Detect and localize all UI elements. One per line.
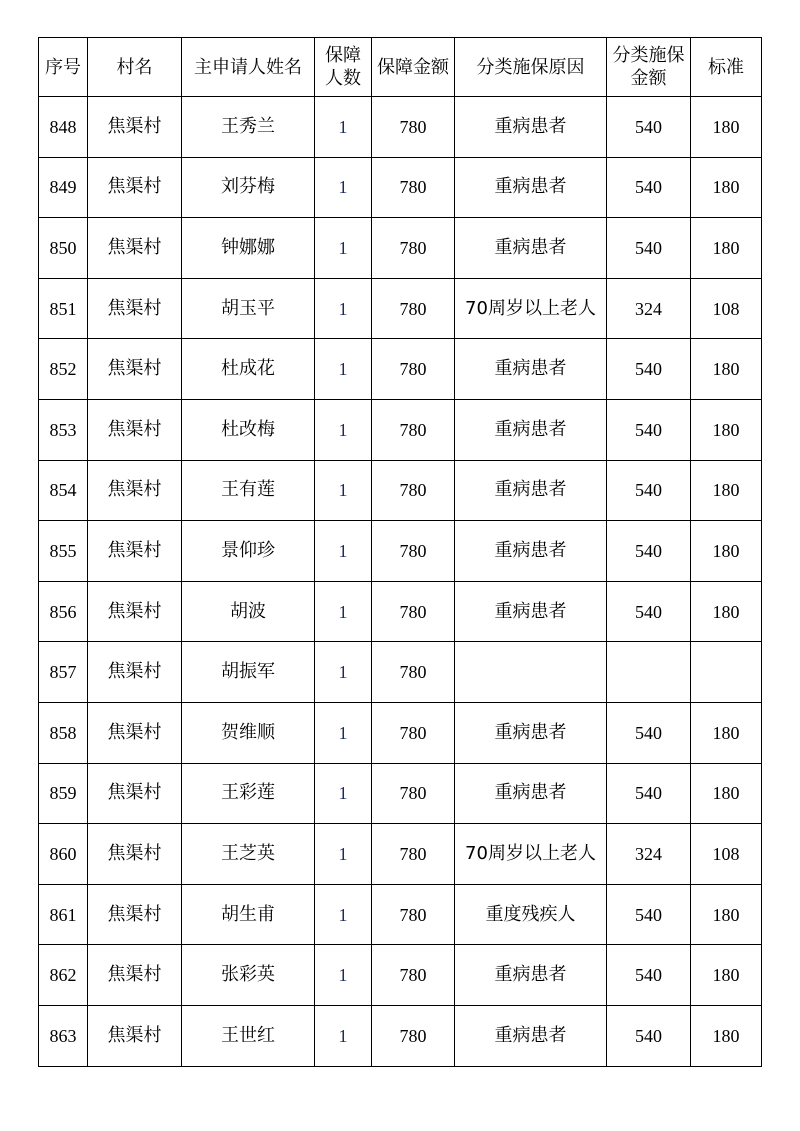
cell-insured-amount: 780 bbox=[372, 218, 455, 279]
table-row bbox=[39, 399, 762, 460]
cell-standard: 180 bbox=[691, 945, 762, 1006]
cell-insured-count: 1 bbox=[315, 642, 372, 703]
cell-class-amount: 324 bbox=[607, 824, 691, 885]
table-row bbox=[39, 884, 762, 945]
cell-applicant-name: 景仰珍 bbox=[182, 521, 315, 582]
cell-seq: 852 bbox=[39, 339, 88, 400]
table-row bbox=[39, 460, 762, 521]
table-row bbox=[39, 97, 762, 158]
cell-insured-count: 1 bbox=[315, 218, 372, 279]
header-standard: 标准 bbox=[691, 38, 762, 97]
cell-class-amount: 540 bbox=[607, 702, 691, 763]
cell-standard: 108 bbox=[691, 824, 762, 885]
cell-applicant-name: 杜成花 bbox=[182, 339, 315, 400]
cell-village: 焦渠村 bbox=[88, 581, 182, 642]
cell-seq: 850 bbox=[39, 218, 88, 279]
cell-village: 焦渠村 bbox=[88, 1005, 182, 1066]
cell-standard: 180 bbox=[691, 157, 762, 218]
cell-insured-amount: 780 bbox=[372, 339, 455, 400]
cell-class-amount: 540 bbox=[607, 339, 691, 400]
cell-class-reason: 重病患者 bbox=[455, 763, 607, 824]
table-row bbox=[39, 521, 762, 582]
cell-insured-count: 1 bbox=[315, 399, 372, 460]
cell-class-reason: 重度残疾人 bbox=[455, 884, 607, 945]
cell-class-amount: 540 bbox=[607, 97, 691, 158]
cell-class-reason: 重病患者 bbox=[455, 702, 607, 763]
cell-insured-count: 1 bbox=[315, 763, 372, 824]
cell-insured-count: 1 bbox=[315, 824, 372, 885]
cell-village: 焦渠村 bbox=[88, 399, 182, 460]
header-insured-amount: 保障金额 bbox=[372, 38, 455, 97]
table-row bbox=[39, 642, 762, 703]
cell-insured-amount: 780 bbox=[372, 399, 455, 460]
cell-applicant-name: 王世红 bbox=[182, 1005, 315, 1066]
cell-class-amount: 540 bbox=[607, 763, 691, 824]
cell-class-reason: 重病患者 bbox=[455, 97, 607, 158]
header-row bbox=[39, 38, 762, 97]
cell-applicant-name: 刘芬梅 bbox=[182, 157, 315, 218]
cell-seq: 858 bbox=[39, 702, 88, 763]
cell-class-reason: 重病患者 bbox=[455, 1005, 607, 1066]
cell-village: 焦渠村 bbox=[88, 824, 182, 885]
table-row bbox=[39, 581, 762, 642]
cell-class-reason: 重病患者 bbox=[455, 399, 607, 460]
cell-class-amount: 540 bbox=[607, 945, 691, 1006]
cell-insured-amount: 780 bbox=[372, 521, 455, 582]
header-village: 村名 bbox=[88, 38, 182, 97]
table-row bbox=[39, 278, 762, 339]
cell-insured-amount: 780 bbox=[372, 460, 455, 521]
cell-standard: 180 bbox=[691, 218, 762, 279]
cell-applicant-name: 胡振军 bbox=[182, 642, 315, 703]
header-applicant-name: 主申请人姓名 bbox=[182, 38, 315, 97]
table-row bbox=[39, 824, 762, 885]
cell-standard: 180 bbox=[691, 763, 762, 824]
cell-seq: 857 bbox=[39, 642, 88, 703]
cell-class-reason: 重病患者 bbox=[455, 945, 607, 1006]
cell-village: 焦渠村 bbox=[88, 884, 182, 945]
cell-standard: 180 bbox=[691, 884, 762, 945]
cell-village: 焦渠村 bbox=[88, 460, 182, 521]
cell-insured-count: 1 bbox=[315, 157, 372, 218]
cell-insured-amount: 780 bbox=[372, 884, 455, 945]
subsidy-roster-table bbox=[38, 37, 762, 1067]
cell-village: 焦渠村 bbox=[88, 763, 182, 824]
cell-seq: 863 bbox=[39, 1005, 88, 1066]
cell-class-amount: 540 bbox=[607, 218, 691, 279]
cell-insured-amount: 780 bbox=[372, 581, 455, 642]
cell-insured-count: 1 bbox=[315, 278, 372, 339]
cell-seq: 854 bbox=[39, 460, 88, 521]
cell-insured-count: 1 bbox=[315, 97, 372, 158]
cell-village: 焦渠村 bbox=[88, 157, 182, 218]
cell-standard: 180 bbox=[691, 339, 762, 400]
table-row bbox=[39, 339, 762, 400]
cell-class-amount: 540 bbox=[607, 157, 691, 218]
header-class-amount: 分类施保金额 bbox=[607, 38, 691, 97]
cell-insured-count: 1 bbox=[315, 945, 372, 1006]
cell-class-amount: 540 bbox=[607, 884, 691, 945]
header-seq: 序号 bbox=[39, 38, 88, 97]
cell-class-reason: 重病患者 bbox=[455, 460, 607, 521]
cell-seq: 851 bbox=[39, 278, 88, 339]
cell-insured-amount: 780 bbox=[372, 1005, 455, 1066]
cell-insured-amount: 780 bbox=[372, 642, 455, 703]
cell-standard: 180 bbox=[691, 1005, 762, 1066]
cell-standard: 180 bbox=[691, 460, 762, 521]
cell-class-reason bbox=[455, 642, 607, 703]
cell-village: 焦渠村 bbox=[88, 339, 182, 400]
cell-standard: 108 bbox=[691, 278, 762, 339]
cell-village: 焦渠村 bbox=[88, 642, 182, 703]
header-insured-count: 保障人数 bbox=[315, 38, 372, 97]
cell-insured-count: 1 bbox=[315, 581, 372, 642]
cell-village: 焦渠村 bbox=[88, 97, 182, 158]
cell-insured-count: 1 bbox=[315, 521, 372, 582]
cell-village: 焦渠村 bbox=[88, 521, 182, 582]
cell-village: 焦渠村 bbox=[88, 945, 182, 1006]
cell-class-reason: 70周岁以上老人 bbox=[455, 278, 607, 339]
cell-insured-amount: 780 bbox=[372, 763, 455, 824]
cell-seq: 859 bbox=[39, 763, 88, 824]
cell-standard bbox=[691, 642, 762, 703]
table-row bbox=[39, 945, 762, 1006]
cell-insured-count: 1 bbox=[315, 702, 372, 763]
cell-class-reason: 重病患者 bbox=[455, 521, 607, 582]
cell-applicant-name: 胡生甫 bbox=[182, 884, 315, 945]
cell-class-amount: 540 bbox=[607, 1005, 691, 1066]
cell-insured-amount: 780 bbox=[372, 157, 455, 218]
cell-insured-count: 1 bbox=[315, 460, 372, 521]
cell-seq: 856 bbox=[39, 581, 88, 642]
table-row bbox=[39, 702, 762, 763]
cell-class-reason: 重病患者 bbox=[455, 218, 607, 279]
cell-village: 焦渠村 bbox=[88, 218, 182, 279]
cell-seq: 862 bbox=[39, 945, 88, 1006]
table-row bbox=[39, 1005, 762, 1066]
cell-class-amount: 540 bbox=[607, 521, 691, 582]
cell-class-reason: 70周岁以上老人 bbox=[455, 824, 607, 885]
cell-applicant-name: 王有莲 bbox=[182, 460, 315, 521]
cell-standard: 180 bbox=[691, 399, 762, 460]
cell-applicant-name: 贺维顺 bbox=[182, 702, 315, 763]
cell-insured-count: 1 bbox=[315, 339, 372, 400]
cell-applicant-name: 胡波 bbox=[182, 581, 315, 642]
cell-seq: 849 bbox=[39, 157, 88, 218]
cell-applicant-name: 王秀兰 bbox=[182, 97, 315, 158]
cell-applicant-name: 张彩英 bbox=[182, 945, 315, 1006]
cell-standard: 180 bbox=[691, 702, 762, 763]
cell-insured-count: 1 bbox=[315, 884, 372, 945]
cell-standard: 180 bbox=[691, 521, 762, 582]
cell-seq: 853 bbox=[39, 399, 88, 460]
cell-standard: 180 bbox=[691, 581, 762, 642]
header-class-reason: 分类施保原因 bbox=[455, 38, 607, 97]
cell-seq: 861 bbox=[39, 884, 88, 945]
cell-insured-amount: 780 bbox=[372, 702, 455, 763]
cell-class-amount: 540 bbox=[607, 399, 691, 460]
cell-applicant-name: 王芝英 bbox=[182, 824, 315, 885]
cell-insured-amount: 780 bbox=[372, 278, 455, 339]
cell-class-amount: 540 bbox=[607, 460, 691, 521]
cell-insured-amount: 780 bbox=[372, 97, 455, 158]
cell-class-reason: 重病患者 bbox=[455, 339, 607, 400]
cell-seq: 855 bbox=[39, 521, 88, 582]
cell-seq: 848 bbox=[39, 97, 88, 158]
cell-village: 焦渠村 bbox=[88, 702, 182, 763]
table-row bbox=[39, 763, 762, 824]
cell-class-reason: 重病患者 bbox=[455, 157, 607, 218]
cell-class-amount: 540 bbox=[607, 581, 691, 642]
cell-insured-amount: 780 bbox=[372, 945, 455, 1006]
cell-applicant-name: 王彩莲 bbox=[182, 763, 315, 824]
cell-applicant-name: 胡玉平 bbox=[182, 278, 315, 339]
cell-insured-count: 1 bbox=[315, 1005, 372, 1066]
cell-insured-amount: 780 bbox=[372, 824, 455, 885]
cell-seq: 860 bbox=[39, 824, 88, 885]
cell-village: 焦渠村 bbox=[88, 278, 182, 339]
cell-class-amount: 324 bbox=[607, 278, 691, 339]
table-row bbox=[39, 157, 762, 218]
cell-standard: 180 bbox=[691, 97, 762, 158]
cell-applicant-name: 杜改梅 bbox=[182, 399, 315, 460]
cell-applicant-name: 钟娜娜 bbox=[182, 218, 315, 279]
cell-class-reason: 重病患者 bbox=[455, 581, 607, 642]
table-row bbox=[39, 218, 762, 279]
cell-class-amount bbox=[607, 642, 691, 703]
